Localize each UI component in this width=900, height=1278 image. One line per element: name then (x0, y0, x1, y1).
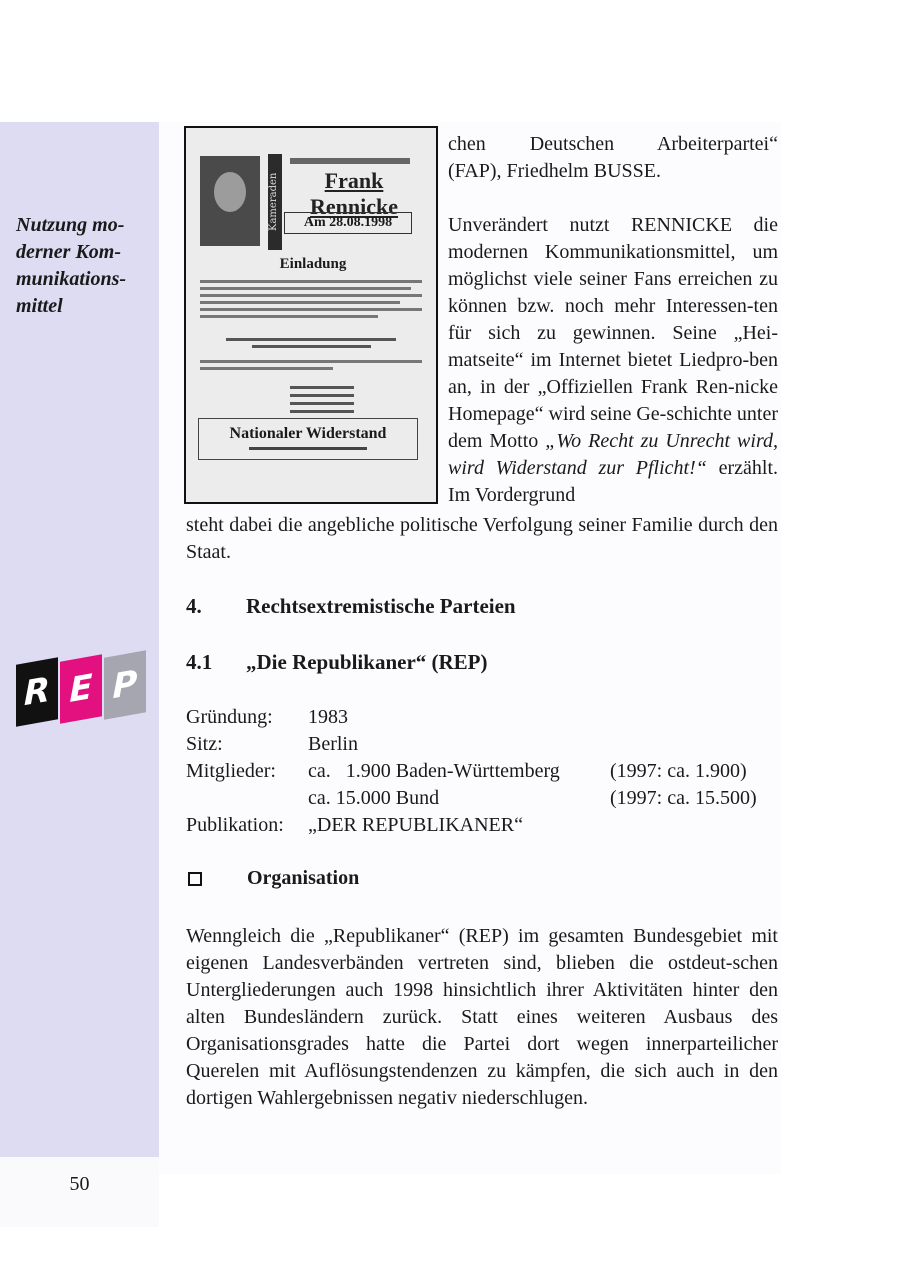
rep-logo-p: P (104, 650, 146, 719)
flyer-footer: Nationaler Widerstand (229, 425, 387, 442)
para1-line2: (FAP), Friedhelm BUSSE. (448, 160, 661, 182)
flyer-date: Am 28.08.1998 (284, 212, 412, 234)
rep-logo-e: E (60, 654, 102, 723)
heading-number: 4.1 (186, 650, 213, 674)
rep-logo (16, 654, 148, 726)
heading-number: 4. (186, 594, 202, 618)
para1-line1: chen Deutschen Arbeiterpartei“ (448, 133, 778, 155)
flyer-name: Frank Rennicke (310, 168, 398, 219)
para2-continuation: steht dabei die angebliche politische Verfolgung seiner Familie durch den Staat. (186, 514, 778, 563)
organisation-heading: Organisation (247, 867, 360, 889)
flyer-body-lines (200, 280, 422, 322)
margin-note: Nutzung mo-derner Kom-munikations-mittel (16, 214, 127, 317)
motto: „Wo Recht zu Unrecht wird, wird Widerstand zur Pflicht!“ (448, 430, 778, 479)
heading-title: „Die Republikaner“ (REP) (246, 650, 488, 674)
organisation-paragraph: Wenngleich die „Republikaner“ (REP) im gesamten Bundesgebiet mit eigenen Landesverbänden vertreten sind, blieben die ostdeut-schen Untergliederungen auch 1998 hinsichtlich ihrer Aktivitäten hinter den alten Bundesländern zurück. Statt eines weiteren Ausbaus des Organisationsgrades hatte die Partei dort wegen innerparteilicher Querelen mit Auflösungstendenzen zu kämpfen, die sich auch in den dortigen Wahlergebnissen negativ niederschlugen. (186, 925, 778, 1109)
concert-flyer-image (184, 126, 438, 504)
heading-section-4-1 (186, 650, 488, 675)
para2-tail: erzählt. Im Vordergrund (448, 457, 778, 506)
para2-text: Unverändert nutzt RENNICKE die modernen Kommunikationsmittel, um möglichst viele seiner Fans erreichen zu können bzw. noch mehr Interessen-ten für sich zu gewinnen. Seine „Hei-matseite“ im Internet bietet Liedpro-ben an, in der „Offiziellen Frank Ren-nicke Homepage“ wird seine Ge-schichte unter dem Motto (448, 214, 778, 452)
heading-section-4 (186, 594, 516, 619)
heading-title: Rechtsextremistische Parteien (246, 594, 516, 618)
flyer-footer-box (198, 418, 418, 460)
checkbox-bullet-icon (188, 872, 202, 886)
rep-logo-r: R (16, 657, 58, 726)
flyer-vertical-text: Kameraden (268, 154, 282, 250)
para2-right-column (448, 212, 778, 509)
flyer-title: Einladung (279, 256, 347, 272)
flyer-photo (200, 156, 260, 246)
page-number: 50 (69, 1173, 90, 1195)
